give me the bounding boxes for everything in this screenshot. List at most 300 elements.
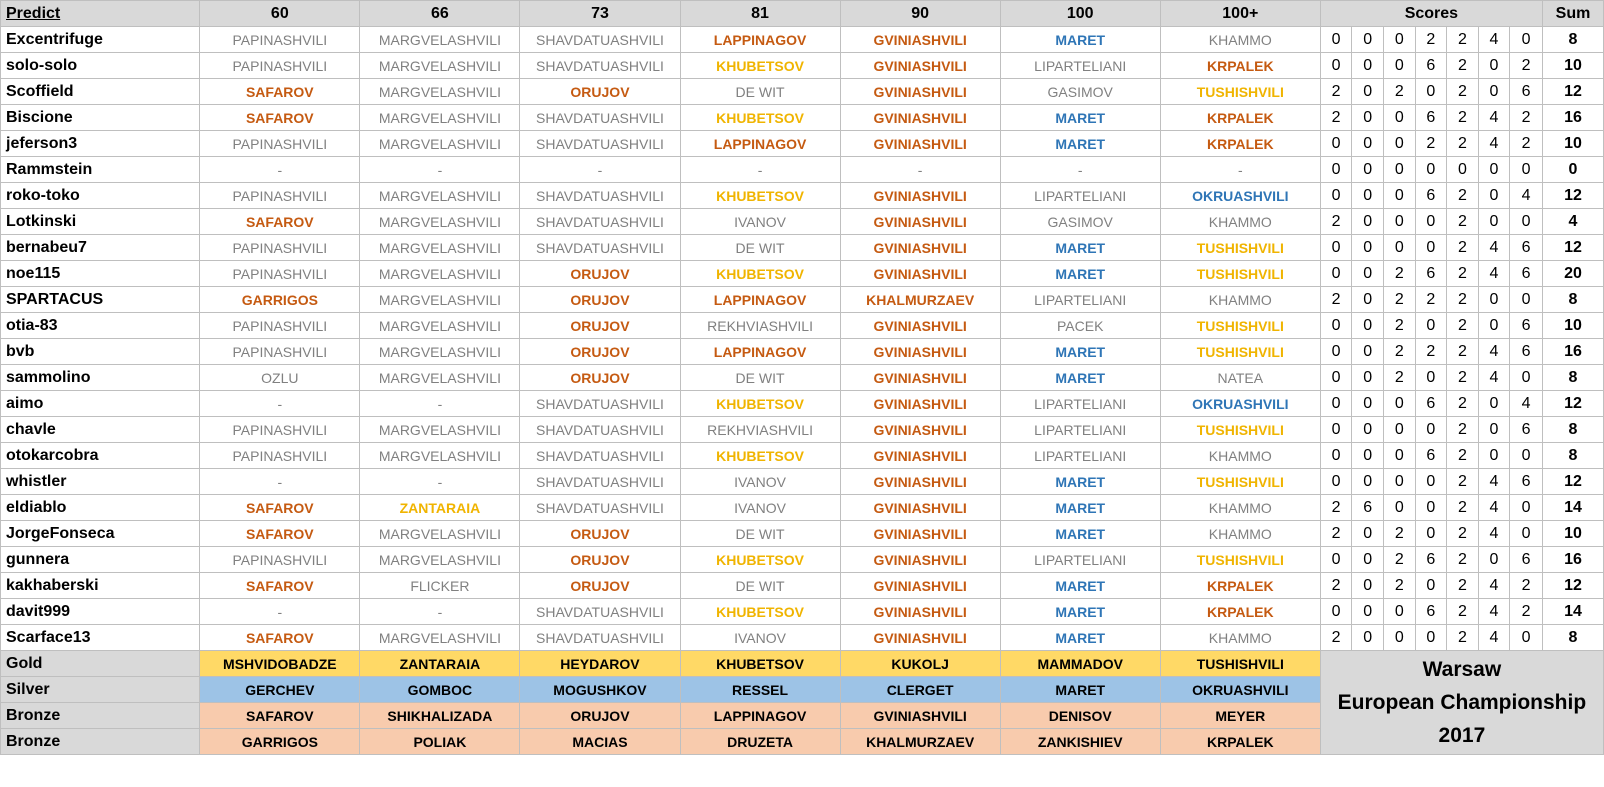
pick-cell: SHAVDATUASHVILI <box>520 53 680 79</box>
pick-cell: ORUJOV <box>520 339 680 365</box>
pick-cell: - <box>360 157 520 183</box>
medalist-cell: ORUJOV <box>520 703 680 729</box>
participant-name: jeferson3 <box>1 131 200 157</box>
pick-cell: PAPINASHVILI <box>200 547 360 573</box>
event-name: European Championship <box>1337 691 1587 714</box>
pick-cell: SAFAROV <box>200 573 360 599</box>
pick-cell: MARET <box>1000 235 1160 261</box>
pick-cell: - <box>200 469 360 495</box>
medalist-cell: ZANKISHIEV <box>1000 729 1160 755</box>
score-cell: 6 <box>1415 105 1447 131</box>
score-cell: 6 <box>1415 183 1447 209</box>
participant-name: Biscione <box>1 105 200 131</box>
score-cell: 0 <box>1352 469 1384 495</box>
pick-cell: KRPALEK <box>1160 573 1320 599</box>
score-cell: 2 <box>1510 573 1543 599</box>
score-cell: 4 <box>1478 105 1510 131</box>
score-cell: 6 <box>1415 443 1447 469</box>
participant-row <box>1 235 1604 261</box>
participant-name: Lotkinski <box>1 209 200 235</box>
score-cell: 0 <box>1510 495 1543 521</box>
participant-row <box>1 209 1604 235</box>
sum-cell: 16 <box>1542 547 1603 573</box>
participant-name: davit999 <box>1 599 200 625</box>
score-cell: 0 <box>1352 599 1384 625</box>
pick-cell: GVINIASHVILI <box>840 261 1000 287</box>
sum-cell: 8 <box>1542 365 1603 391</box>
sum-cell: 10 <box>1542 53 1603 79</box>
weight-header-81: 81 <box>680 1 840 27</box>
participant-row <box>1 157 1604 183</box>
participant-row <box>1 339 1604 365</box>
sum-cell: 12 <box>1542 573 1603 599</box>
score-cell: 2 <box>1415 339 1447 365</box>
pick-cell: KHUBETSOV <box>680 599 840 625</box>
score-cell: 0 <box>1320 313 1352 339</box>
score-cell: 0 <box>1320 183 1352 209</box>
sum-cell: 14 <box>1542 599 1603 625</box>
participant-row <box>1 183 1604 209</box>
pick-cell: KHAMMO <box>1160 209 1320 235</box>
pick-cell: KHUBETSOV <box>680 183 840 209</box>
score-cell: 0 <box>1383 391 1415 417</box>
score-cell: 0 <box>1383 469 1415 495</box>
pick-cell: ORUJOV <box>520 521 680 547</box>
score-cell: 0 <box>1415 313 1447 339</box>
score-cell: 2 <box>1447 469 1479 495</box>
medalist-cell: KRPALEK <box>1160 729 1320 755</box>
pick-cell: TUSHISHVILI <box>1160 235 1320 261</box>
medalist-cell: LAPPINAGOV <box>680 703 840 729</box>
score-cell: 2 <box>1320 495 1352 521</box>
score-cell: 4 <box>1478 469 1510 495</box>
medalist-cell: GVINIASHVILI <box>840 703 1000 729</box>
pick-cell: PAPINASHVILI <box>200 235 360 261</box>
score-cell: 2 <box>1447 547 1479 573</box>
participant-row <box>1 573 1604 599</box>
score-cell: 4 <box>1478 625 1510 651</box>
score-cell: 2 <box>1510 599 1543 625</box>
medalist-cell: MEYER <box>1160 703 1320 729</box>
score-cell: 2 <box>1415 131 1447 157</box>
score-cell: 2 <box>1383 573 1415 599</box>
score-cell: 2 <box>1447 443 1479 469</box>
pick-cell: MARGVELASHVILI <box>360 625 520 651</box>
pick-cell: ORUJOV <box>520 573 680 599</box>
participant-name: sammolino <box>1 365 200 391</box>
medalist-cell: RESSEL <box>680 677 840 703</box>
pick-cell: MARET <box>1000 105 1160 131</box>
pick-cell: - <box>1000 157 1160 183</box>
pick-cell: SHAVDATUASHVILI <box>520 495 680 521</box>
pick-cell: LIPARTELIANI <box>1000 443 1160 469</box>
pick-cell: OZLU <box>200 365 360 391</box>
pick-cell: KRPALEK <box>1160 131 1320 157</box>
participant-name: solo-solo <box>1 53 200 79</box>
pick-cell: MARGVELASHVILI <box>360 313 520 339</box>
score-cell: 0 <box>1352 443 1384 469</box>
pick-cell: GASIMOV <box>1000 209 1160 235</box>
pick-cell: ORUJOV <box>520 261 680 287</box>
score-cell: 0 <box>1415 469 1447 495</box>
score-cell: 2 <box>1447 599 1479 625</box>
pick-cell: - <box>680 157 840 183</box>
score-cell: 0 <box>1352 209 1384 235</box>
pick-cell: MARET <box>1000 339 1160 365</box>
pick-cell: SAFAROV <box>200 209 360 235</box>
sum-cell: 12 <box>1542 235 1603 261</box>
score-cell: 0 <box>1320 417 1352 443</box>
medalist-cell: ZANTARAIA <box>360 651 520 677</box>
score-cell: 0 <box>1383 235 1415 261</box>
pick-cell: KHUBETSOV <box>680 53 840 79</box>
score-cell: 0 <box>1510 209 1543 235</box>
pick-cell: MARGVELASHVILI <box>360 105 520 131</box>
pick-cell: SAFAROV <box>200 521 360 547</box>
score-cell: 0 <box>1320 53 1352 79</box>
score-cell: 0 <box>1320 339 1352 365</box>
score-cell: 2 <box>1447 417 1479 443</box>
score-cell: 6 <box>1415 391 1447 417</box>
score-cell: 0 <box>1383 131 1415 157</box>
medalist-cell: POLIAK <box>360 729 520 755</box>
pick-cell: GVINIASHVILI <box>840 235 1000 261</box>
score-cell: 0 <box>1478 79 1510 105</box>
score-cell: 0 <box>1478 209 1510 235</box>
score-cell: 6 <box>1510 339 1543 365</box>
score-cell: 0 <box>1510 157 1543 183</box>
participant-name: Rammstein <box>1 157 200 183</box>
weight-header-100plus: 100+ <box>1160 1 1320 27</box>
pick-cell: FLICKER <box>360 573 520 599</box>
score-cell: 6 <box>1510 261 1543 287</box>
score-cell: 0 <box>1352 27 1384 53</box>
sum-cell: 16 <box>1542 339 1603 365</box>
pick-cell: ZANTARAIA <box>360 495 520 521</box>
pick-cell: MARET <box>1000 261 1160 287</box>
pick-cell: PAPINASHVILI <box>200 27 360 53</box>
sum-cell: 10 <box>1542 313 1603 339</box>
pick-cell: - <box>840 157 1000 183</box>
pick-cell: KRPALEK <box>1160 105 1320 131</box>
participant-row <box>1 391 1604 417</box>
score-cell: 0 <box>1320 131 1352 157</box>
score-cell: 0 <box>1352 287 1384 313</box>
pick-cell: MARGVELASHVILI <box>360 209 520 235</box>
score-cell: 2 <box>1447 495 1479 521</box>
participant-name: JorgeFonseca <box>1 521 200 547</box>
pick-cell: ORUJOV <box>520 365 680 391</box>
score-cell: 0 <box>1383 209 1415 235</box>
participant-name: eldiablo <box>1 495 200 521</box>
pick-cell: LAPPINAGOV <box>680 27 840 53</box>
medal-label: Gold <box>1 651 200 677</box>
score-cell: 4 <box>1478 131 1510 157</box>
pick-cell: REKHVIASHVILI <box>680 313 840 339</box>
pick-cell: - <box>360 391 520 417</box>
medalist-cell: SAFAROV <box>200 703 360 729</box>
participant-row <box>1 495 1604 521</box>
participant-name: roko-toko <box>1 183 200 209</box>
medalist-cell: MOGUSHKOV <box>520 677 680 703</box>
pick-cell: ORUJOV <box>520 547 680 573</box>
score-cell: 0 <box>1415 495 1447 521</box>
score-cell: 0 <box>1352 131 1384 157</box>
pick-cell: MARGVELASHVILI <box>360 183 520 209</box>
sum-header: Sum <box>1542 1 1603 27</box>
pick-cell: DE WIT <box>680 521 840 547</box>
pick-cell: SHAVDATUASHVILI <box>520 209 680 235</box>
medalist-cell: HEYDAROV <box>520 651 680 677</box>
score-cell: 2 <box>1447 183 1479 209</box>
pick-cell: MARGVELASHVILI <box>360 365 520 391</box>
pick-cell: ORUJOV <box>520 79 680 105</box>
pick-cell: GVINIASHVILI <box>840 53 1000 79</box>
score-cell: 2 <box>1447 573 1479 599</box>
participant-name: gunnera <box>1 547 200 573</box>
pick-cell: KHAMMO <box>1160 443 1320 469</box>
score-cell: 0 <box>1320 157 1352 183</box>
sum-cell: 8 <box>1542 287 1603 313</box>
score-cell: 6 <box>1510 469 1543 495</box>
pick-cell: MARET <box>1000 495 1160 521</box>
weight-header-100: 100 <box>1000 1 1160 27</box>
medalist-cell: KHUBETSOV <box>680 651 840 677</box>
pick-cell: GVINIASHVILI <box>840 27 1000 53</box>
pick-cell: LIPARTELIANI <box>1000 183 1160 209</box>
sum-cell: 12 <box>1542 79 1603 105</box>
medalist-cell: MARET <box>1000 677 1160 703</box>
score-cell: 6 <box>1510 313 1543 339</box>
pick-cell: PAPINASHVILI <box>200 261 360 287</box>
score-cell: 2 <box>1320 625 1352 651</box>
pick-cell: SHAVDATUASHVILI <box>520 469 680 495</box>
score-cell: 0 <box>1510 625 1543 651</box>
pick-cell: MARET <box>1000 573 1160 599</box>
score-cell: 0 <box>1415 235 1447 261</box>
pick-cell: TUSHISHVILI <box>1160 339 1320 365</box>
score-cell: 2 <box>1320 573 1352 599</box>
pick-cell: - <box>360 599 520 625</box>
score-cell: 0 <box>1383 495 1415 521</box>
participant-row <box>1 625 1604 651</box>
pick-cell: SHAVDATUASHVILI <box>520 131 680 157</box>
participant-row <box>1 131 1604 157</box>
pick-cell: KHAMMO <box>1160 287 1320 313</box>
participant-name: aimo <box>1 391 200 417</box>
pick-cell: GVINIASHVILI <box>840 79 1000 105</box>
pick-cell: SHAVDATUASHVILI <box>520 27 680 53</box>
score-cell: 0 <box>1352 157 1384 183</box>
pick-cell: TUSHISHVILI <box>1160 469 1320 495</box>
participant-name: SPARTACUS <box>1 287 200 313</box>
pick-cell: GASIMOV <box>1000 79 1160 105</box>
pick-cell: SHAVDATUASHVILI <box>520 105 680 131</box>
score-cell: 4 <box>1478 235 1510 261</box>
participant-row <box>1 261 1604 287</box>
sum-cell: 12 <box>1542 469 1603 495</box>
score-cell: 2 <box>1510 105 1543 131</box>
pick-cell: MARGVELASHVILI <box>360 547 520 573</box>
event-year: 2017 <box>1438 724 1486 747</box>
pick-cell: GVINIASHVILI <box>840 469 1000 495</box>
medalist-cell: CLERGET <box>840 677 1000 703</box>
score-cell: 4 <box>1510 183 1543 209</box>
score-cell: 0 <box>1478 287 1510 313</box>
score-cell: 6 <box>1415 547 1447 573</box>
sum-cell: 8 <box>1542 27 1603 53</box>
score-cell: 0 <box>1383 599 1415 625</box>
medalist-cell: GERCHEV <box>200 677 360 703</box>
score-cell: 0 <box>1383 443 1415 469</box>
sum-cell: 16 <box>1542 105 1603 131</box>
score-cell: 0 <box>1478 183 1510 209</box>
score-cell: 0 <box>1320 261 1352 287</box>
score-cell: 0 <box>1415 521 1447 547</box>
score-cell: 0 <box>1383 105 1415 131</box>
pick-cell: GVINIASHVILI <box>840 495 1000 521</box>
score-cell: 2 <box>1447 105 1479 131</box>
pick-cell: PAPINASHVILI <box>200 339 360 365</box>
score-cell: 0 <box>1383 53 1415 79</box>
score-cell: 0 <box>1478 53 1510 79</box>
participant-name: whistler <box>1 469 200 495</box>
pick-cell: GVINIASHVILI <box>840 417 1000 443</box>
score-cell: 0 <box>1415 79 1447 105</box>
score-cell: 6 <box>1510 79 1543 105</box>
score-cell: 0 <box>1415 157 1447 183</box>
weight-header-66: 66 <box>360 1 520 27</box>
pick-cell: GVINIASHVILI <box>840 183 1000 209</box>
medal-row-gold <box>1 651 1604 677</box>
pick-cell: DE WIT <box>680 79 840 105</box>
score-cell: 0 <box>1478 313 1510 339</box>
score-cell: 2 <box>1383 261 1415 287</box>
pick-cell: GVINIASHVILI <box>840 209 1000 235</box>
score-cell: 4 <box>1478 521 1510 547</box>
medalist-cell: TUSHISHVILI <box>1160 651 1320 677</box>
score-cell: 2 <box>1320 79 1352 105</box>
pick-cell: TUSHISHVILI <box>1160 261 1320 287</box>
score-cell: 2 <box>1447 235 1479 261</box>
score-cell: 0 <box>1478 391 1510 417</box>
pick-cell: LIPARTELIANI <box>1000 547 1160 573</box>
sum-cell: 12 <box>1542 183 1603 209</box>
participant-row <box>1 417 1604 443</box>
pick-cell: LIPARTELIANI <box>1000 391 1160 417</box>
medal-label: Bronze <box>1 729 200 755</box>
medalist-cell: DRUZETA <box>680 729 840 755</box>
score-cell: 6 <box>1415 599 1447 625</box>
medalist-cell: GARRIGOS <box>200 729 360 755</box>
pick-cell: - <box>360 469 520 495</box>
pick-cell: MARGVELASHVILI <box>360 417 520 443</box>
score-cell: 0 <box>1447 157 1479 183</box>
sum-cell: 12 <box>1542 391 1603 417</box>
medalist-cell: MSHVIDOBADZE <box>200 651 360 677</box>
pick-cell: KRPALEK <box>1160 53 1320 79</box>
pick-cell: SHAVDATUASHVILI <box>520 599 680 625</box>
pick-cell: SHAVDATUASHVILI <box>520 443 680 469</box>
medal-label: Bronze <box>1 703 200 729</box>
medalist-cell: KHALMURZAEV <box>840 729 1000 755</box>
pick-cell: GVINIASHVILI <box>840 547 1000 573</box>
score-cell: 2 <box>1510 131 1543 157</box>
weight-header-90: 90 <box>840 1 1000 27</box>
score-cell: 0 <box>1352 365 1384 391</box>
score-cell: 2 <box>1320 287 1352 313</box>
participant-name: Excentrifuge <box>1 27 200 53</box>
score-cell: 2 <box>1447 79 1479 105</box>
score-cell: 0 <box>1415 625 1447 651</box>
score-cell: 4 <box>1510 391 1543 417</box>
pick-cell: MARET <box>1000 131 1160 157</box>
score-cell: 0 <box>1415 417 1447 443</box>
pick-cell: - <box>200 157 360 183</box>
score-cell: 6 <box>1352 495 1384 521</box>
score-cell: 2 <box>1447 521 1479 547</box>
pick-cell: GVINIASHVILI <box>840 365 1000 391</box>
pick-cell: LAPPINAGOV <box>680 339 840 365</box>
pick-cell: GVINIASHVILI <box>840 339 1000 365</box>
score-cell: 2 <box>1447 625 1479 651</box>
score-cell: 0 <box>1383 157 1415 183</box>
pick-cell: MARET <box>1000 521 1160 547</box>
pick-cell: KHALMURZAEV <box>840 287 1000 313</box>
participant-row <box>1 469 1604 495</box>
pick-cell: NATEA <box>1160 365 1320 391</box>
participant-row <box>1 365 1604 391</box>
pick-cell: PAPINASHVILI <box>200 443 360 469</box>
score-cell: 6 <box>1510 417 1543 443</box>
sum-cell: 8 <box>1542 417 1603 443</box>
score-cell: 2 <box>1510 53 1543 79</box>
score-cell: 2 <box>1383 365 1415 391</box>
participant-name: chavle <box>1 417 200 443</box>
pick-cell: MARET <box>1000 27 1160 53</box>
score-cell: 2 <box>1447 261 1479 287</box>
pick-cell: MARGVELASHVILI <box>360 521 520 547</box>
score-cell: 0 <box>1352 313 1384 339</box>
pick-cell: GVINIASHVILI <box>840 313 1000 339</box>
sum-cell: 10 <box>1542 521 1603 547</box>
score-cell: 0 <box>1320 391 1352 417</box>
pick-cell: MARGVELASHVILI <box>360 235 520 261</box>
score-cell: 0 <box>1352 547 1384 573</box>
score-cell: 0 <box>1510 27 1543 53</box>
score-cell: 2 <box>1320 105 1352 131</box>
pick-cell: REKHVIASHVILI <box>680 417 840 443</box>
participant-name: Scarface13 <box>1 625 200 651</box>
pick-cell: GVINIASHVILI <box>840 625 1000 651</box>
score-cell: 0 <box>1320 365 1352 391</box>
participant-row <box>1 599 1604 625</box>
medalist-cell: MAMMADOV <box>1000 651 1160 677</box>
score-cell: 2 <box>1447 391 1479 417</box>
score-cell: 0 <box>1320 599 1352 625</box>
score-cell: 2 <box>1383 547 1415 573</box>
score-cell: 0 <box>1352 235 1384 261</box>
score-cell: 2 <box>1447 365 1479 391</box>
participant-row <box>1 53 1604 79</box>
score-cell: 2 <box>1320 521 1352 547</box>
pick-cell: PAPINASHVILI <box>200 131 360 157</box>
pick-cell: MARGVELASHVILI <box>360 53 520 79</box>
medal-label: Silver <box>1 677 200 703</box>
pick-cell: KRPALEK <box>1160 599 1320 625</box>
score-cell: 0 <box>1320 235 1352 261</box>
pick-cell: MARGVELASHVILI <box>360 79 520 105</box>
